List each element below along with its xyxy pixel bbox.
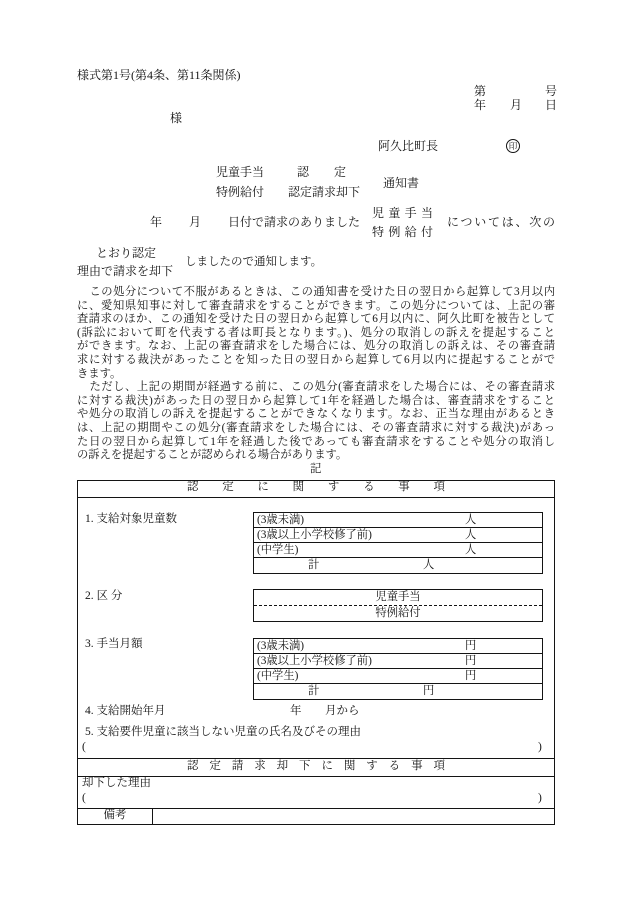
row-unit: 円 bbox=[465, 640, 477, 652]
rejection-reason-label: 却下した理由 bbox=[82, 777, 151, 789]
start-month-year: 年 bbox=[290, 705, 302, 717]
notice-line: きます。 bbox=[77, 367, 122, 380]
monthly-amount-row bbox=[254, 639, 542, 654]
classification-box bbox=[253, 589, 543, 622]
notice-line: の訴えを提起することが認められる場合があります。 bbox=[77, 449, 348, 462]
start-month-label: 4. 支給開始年月 bbox=[85, 705, 166, 717]
intro-benefit-child-allowance: 児童手当 bbox=[372, 206, 433, 220]
notice-line: に、愛知県知事に対して審査請求をすることができます。この処分については、上記の審 bbox=[77, 299, 555, 312]
document-number-suffix: 号 bbox=[545, 84, 558, 98]
notice-line: ができます。なお、上記の審査請求をした場合には、処分の取消しの訴えは、その審査請 bbox=[77, 340, 555, 353]
intro-year: 年 bbox=[150, 215, 163, 229]
seal-icon: 印 bbox=[506, 139, 520, 153]
monthly-amount-box bbox=[253, 638, 543, 700]
notice-line: や処分の取消しの訴えを提起することができなくなります。なお、正当な理由があるとき bbox=[77, 408, 555, 421]
children-count-row bbox=[254, 528, 542, 543]
row-unit: 円 bbox=[465, 655, 477, 667]
notice-line: た日の翌日から起算して1年を経過した後であっても審査請求をすることや処分の取消し bbox=[77, 435, 555, 448]
table-divider bbox=[77, 758, 555, 759]
intro-closing: しましたので通知します。 bbox=[185, 256, 323, 268]
row-category: (中学生) bbox=[257, 670, 299, 682]
title-action-approval: 認定 bbox=[297, 165, 346, 179]
monthly-amount-row bbox=[254, 654, 542, 669]
classification-option bbox=[254, 590, 542, 606]
issue-date-month: 月 bbox=[510, 98, 523, 112]
classification-option bbox=[254, 606, 542, 622]
rejection-section-heading: 認定請求却下に関する事項 bbox=[187, 760, 445, 772]
option-text: 児童手当 bbox=[375, 591, 421, 603]
ineligible-children-open-paren: ( bbox=[82, 741, 86, 753]
row-unit: 人 bbox=[465, 514, 477, 526]
total-label: 計 bbox=[308, 559, 320, 571]
intro-month: 月 bbox=[189, 215, 202, 229]
children-count-box bbox=[253, 512, 543, 574]
record-mark: 記 bbox=[310, 463, 322, 475]
notice-line: 査請求のほか、この通知を受けた日の翌日から起算して6月以内に、阿久比町を被告として bbox=[77, 313, 555, 326]
remarks-value-cell bbox=[153, 809, 554, 824]
issuer-name: 阿久比町長 bbox=[378, 139, 439, 153]
children-count-total-row bbox=[254, 558, 542, 573]
row-unit: 人 bbox=[465, 529, 477, 541]
children-count-row bbox=[254, 513, 542, 528]
remarks-label: 備考 bbox=[103, 809, 127, 821]
total-label: 計 bbox=[308, 685, 320, 697]
notice-line: ただし、上記の期間が経過する前に、この処分(審査請求をした場合には、その審査請求 bbox=[89, 381, 555, 394]
row-category: (3歳未満) bbox=[257, 514, 305, 526]
title-action-rejection: 認定請求却下 bbox=[288, 185, 361, 199]
title-suffix: 通知書 bbox=[383, 176, 420, 190]
row-category: (中学生) bbox=[257, 544, 299, 556]
monthly-amount-row bbox=[254, 669, 542, 684]
children-count-row bbox=[254, 543, 542, 558]
approval-section-heading: 認定に関する事項 bbox=[187, 481, 445, 493]
children-count-label: 1. 支給対象児童数 bbox=[85, 513, 177, 525]
table-divider bbox=[77, 497, 555, 498]
notice-line: に対する裁決)があった日の翌日から起算して1年を経過した場合は、審査請求をすること bbox=[77, 394, 555, 407]
option-text: 特例給付 bbox=[375, 606, 421, 619]
issue-date-year: 年 bbox=[474, 98, 487, 112]
start-month-from: 月から bbox=[325, 705, 360, 717]
appeal-notice bbox=[77, 286, 555, 463]
intro-continuation: については、次の bbox=[447, 215, 555, 229]
intro-option-approval: とおり認定 bbox=[96, 246, 157, 260]
form-number: 様式第1号(第4条、第11条関係) bbox=[77, 68, 241, 82]
ineligible-children-label: 5. 支給要件児童に該当しない児童の氏名及びその理由 bbox=[85, 726, 361, 738]
row-category: (3歳未満) bbox=[257, 640, 305, 652]
row-unit: 円 bbox=[465, 670, 477, 682]
rejection-reason-close-paren: ) bbox=[538, 792, 542, 804]
notice-line: (訴訟において町を代表する者は町長となります。)、処分の取消しの訴えを提起すること bbox=[77, 326, 555, 339]
intro-request-date-text: 日付で請求のありました bbox=[228, 215, 361, 229]
notice-line: この処分について不服があるときは、この通知書を受けた日の翌日から起算して3月以内 bbox=[89, 286, 555, 298]
row-unit: 人 bbox=[465, 544, 477, 556]
ineligible-children-close-paren: ) bbox=[538, 741, 542, 753]
addressee-honorific: 様 bbox=[170, 111, 183, 125]
row-category: (3歳以上小学校修了前) bbox=[257, 529, 372, 541]
total-unit: 人 bbox=[423, 559, 435, 571]
monthly-amount-label: 3. 手当月額 bbox=[85, 638, 143, 650]
row-category: (3歳以上小学校修了前) bbox=[257, 655, 372, 667]
classification-label: 2. 区 分 bbox=[85, 590, 123, 602]
notice-line: は、上記の期間やこの処分(審査請求をした場合には、その審査請求に対する裁決)があっ bbox=[77, 421, 555, 434]
intro-option-rejection: 理由で請求を却下 bbox=[77, 264, 174, 278]
intro-benefit-special: 特例給付 bbox=[372, 225, 433, 239]
monthly-amount-total-row bbox=[254, 684, 542, 699]
issue-date-day: 日 bbox=[545, 98, 558, 112]
notice-line: 求に対する裁決があったことを知った日の翌日から起算して6月以内に提起することがで bbox=[77, 353, 555, 366]
total-unit: 円 bbox=[423, 685, 435, 697]
title-benefit-child-allowance: 児童手当 bbox=[216, 165, 265, 179]
title-benefit-special: 特例給付 bbox=[216, 185, 265, 199]
rejection-reason-open-paren: ( bbox=[82, 792, 86, 804]
document-number-prefix: 第 bbox=[474, 84, 487, 98]
